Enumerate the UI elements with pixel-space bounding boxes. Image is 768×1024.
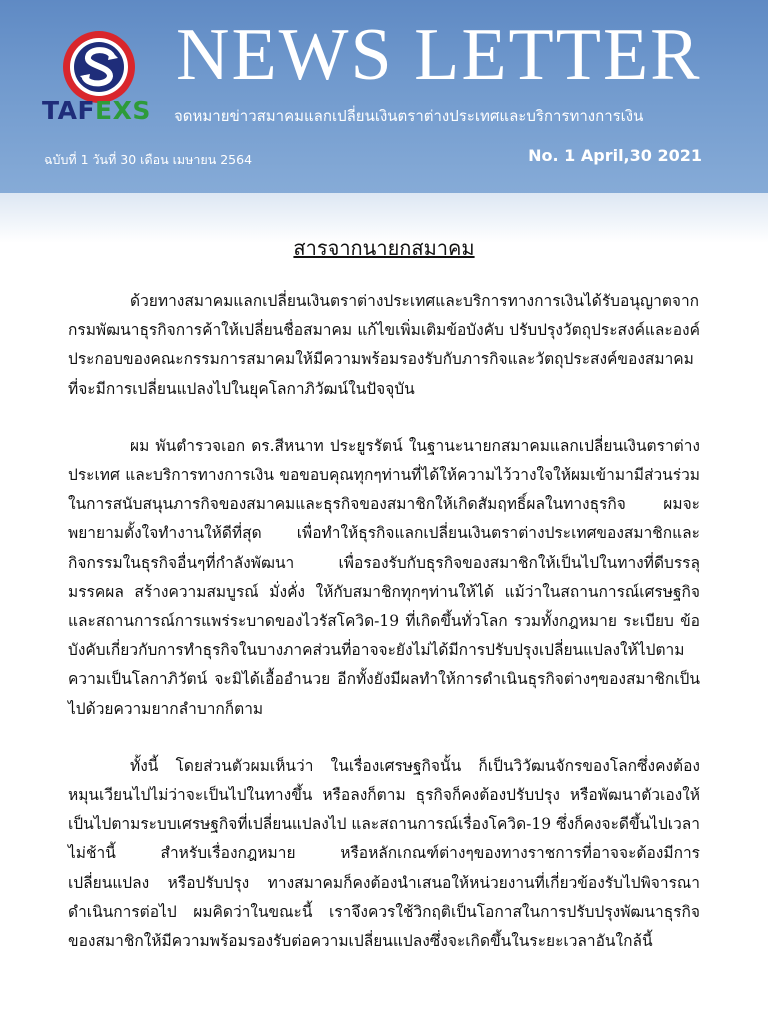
newsletter-header [0,0,768,193]
article-body [68,287,700,984]
article-paragraph-1: ด้วยทางสมาคมแลกเปลี่ยนเงินตราต่างประเทศและบริการทางการเงินได้รับอนุญาตจากกรมพัฒนาธุรกิจการค้าให้เปลี่ยนชื่อสมาคม แก้ไขเพิ่มเติมข้อบังคับ ปรับปรุงวัตถุประสงค์และองค์ประกอบของคณะกรรมการสมาคมให้มีความพร้อมรองรับกับภารกิจและวัตถุประสงค์ของสมาคมที่จะมีการเปลี่ยนแปลงไปในยุคโลกาภิวัฒน์ในปัจจุบัน [68,292,700,398]
newsletter-title: NEWS LETTER [176,14,702,96]
article-heading: สารจากนายกสมาคม [293,236,475,260]
issue-info-english: No. 1 April,30 2021 [528,146,702,165]
newsletter-subtitle: จดหมายข่าวสมาคมแลกเปลี่ยนเงินตราต่างประเทศและบริการทางการเงิน [174,107,644,125]
article-paragraph-3: ทั้งนี้ โดยส่วนตัวผมเห็นว่า ในเรื่องเศรษฐกิจนั้น ก็เป็นวิวัฒนจักรของโลกซึ่งคงต้องหมุนเวียนไปไม่ว่าจะเป็นไปในทางขึ้น หรือลงก็ตาม ธุรกิจก็คงต้องปรับปรุง หรือพัฒนาตัวเองให้เป็นไปตามระบบเศรษฐกิจที่เปลี่ยนแปลงไป และสถานการณ์เรื่องโควิด-19 ซึ่งก็คงจะดีขึ้นไปเวลาไม่ช้านี้ สำหรับเรื่องกฎหมาย หรือหลักเกณฑ์ต่างๆของทางราชการที่อาจจะต้องมีการเปลี่ยนแปลง หรือปรับปรุง ทางสมาคมก็คงต้องนำเสนอให้หน่วยงานที่เกี่ยวข้องรับไปพิจารณาดำเนินการต่อไป ผมคิดว่าในขณะนี้ เราจึงควรใช้วิกฤติเป็นโอกาสในการปรับปรุงพัฒนาธุรกิจของสมาชิกให้มีความพร้อมรองรับต่อความเปลี่ยนแปลงซึ่งจะเกิดขึ้นในระยะเวลาอันใกล้นี้ [68,756,700,951]
issue-info-thai: ฉบับที่ 1 วันที่ 30 เดือน เมษายน 2564 [44,152,253,167]
tafexs-logo-icon [62,30,136,104]
article-paragraph-2: ผม พันตำรวจเอก ดร.สีหนาท ประยูรรัตน์ ในฐานะนายกสมาคมแลกเปลี่ยนเงินตราต่างประเทศ และบริการทางการเงิน ขอขอบคุณทุกๆท่านที่ได้ให้ความไว้วางใจให้ผมเข้ามามีส่วนร่วมในการสนับสนุนภารกิจของสมาคมและธุรกิจของสมาชิกให้เกิดสัมฤทธิ์ผลในทางธุรกิจ ผมจะพยายามตั้งใจทำงานให้ดีที่สุด เพื่อทำให้ธุรกิจแลกเปลี่ยนเงินตราต่างประเทศของสมาชิกและกิจกรรมในธุรกิจอื่นๆที่กำลังพัฒนา เพื่อรองรับกับธุรกิจของสมาชิกให้เป็นไปในทางที่ดีบรรลุมรรคผล สร้างความสมบูรณ์ มั่งคั่ง ให้กับสมาชิกทุกๆท่านให้ได้ แม้ว่าในสถานการณ์เศรษฐกิจและสถานการณ์การแพร่ระบาดของไวรัสโควิด-19 ที่เกิดขึ้นทั่วโลก รวมทั้งกฎหมาย ระเบียบ ข้อบังคับเกี่ยวกับการทำธุรกิจในบางภาคส่วนที่อาจจะยังไม่ได้มีการปรับปรุงเปลี่ยนแปลงให้ไปตามความเป็นโลกาภิวัตน์ จะมิได้เอื้ออำนวย อีกทั้งยังมีผลทำให้การดำเนินธุรกิจต่างๆของสมาชิกเป็นไปด้วยความยากลำบากก็ตาม [68,436,700,718]
logo-wordmark: TAFEXS [42,96,151,125]
